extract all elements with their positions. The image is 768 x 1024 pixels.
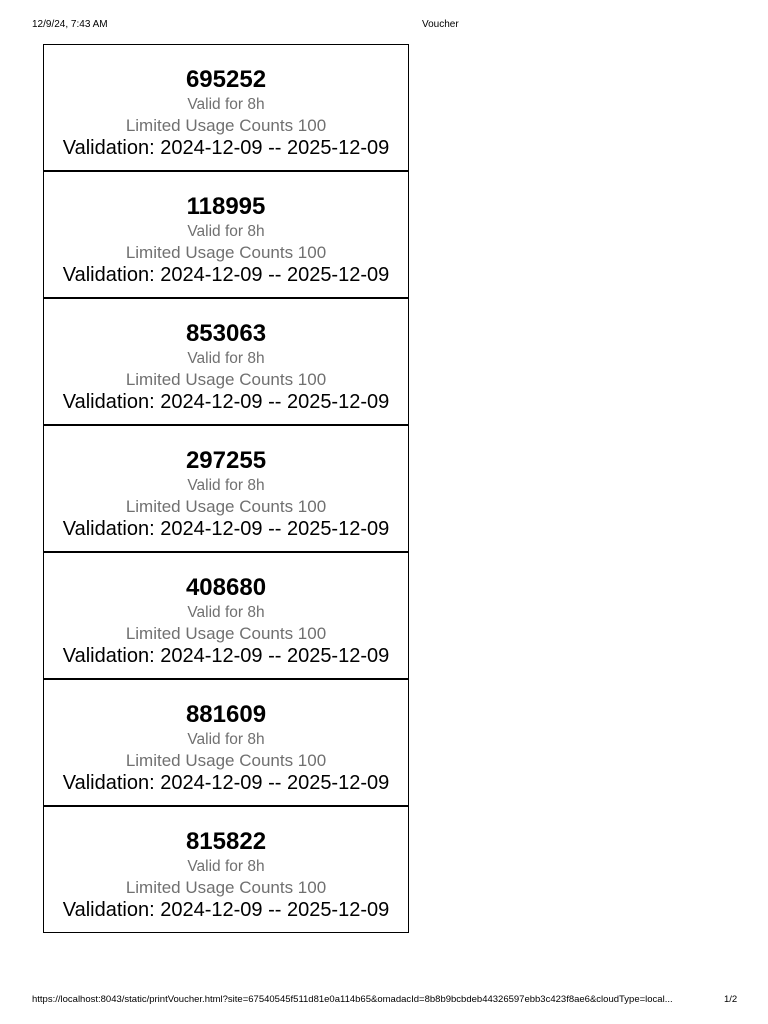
print-url: https://localhost:8043/static/printVoucher.html?site=67540545f511d81e0a114b65&omadacId=8b8b9bcbdeb44326597ebb3c423f8ae6&cloudType=local... [32, 994, 673, 1005]
page-number: 1/2 [724, 994, 738, 1005]
voucher-duration: Valid for 8h [187, 858, 265, 875]
voucher-code: 815822 [185, 828, 267, 855]
voucher-validation-period: Validation: 2024-12-09 -- 2025-12-09 [62, 391, 390, 413]
print-header [0, 19, 768, 33]
voucher-usage-limit: Limited Usage Counts 100 [125, 243, 327, 262]
print-page-title: Voucher [422, 19, 459, 30]
voucher-usage-limit: Limited Usage Counts 100 [125, 751, 327, 770]
voucher-validation-period: Validation: 2024-12-09 -- 2025-12-09 [62, 264, 390, 286]
voucher-card [44, 552, 408, 679]
voucher-usage-limit: Limited Usage Counts 100 [125, 878, 327, 897]
voucher-code: 881609 [185, 701, 267, 728]
voucher-validation-period: Validation: 2024-12-09 -- 2025-12-09 [62, 772, 390, 794]
voucher-validation-period: Validation: 2024-12-09 -- 2025-12-09 [62, 645, 390, 667]
voucher-card [44, 298, 408, 425]
voucher-card [44, 171, 408, 298]
voucher-validation-period: Validation: 2024-12-09 -- 2025-12-09 [62, 137, 390, 159]
voucher-card [44, 425, 408, 552]
voucher-duration: Valid for 8h [187, 604, 265, 621]
voucher-usage-limit: Limited Usage Counts 100 [125, 370, 327, 389]
voucher-card [44, 45, 408, 171]
voucher-code: 695252 [185, 66, 267, 93]
voucher-validation-period: Validation: 2024-12-09 -- 2025-12-09 [62, 899, 390, 921]
voucher-usage-limit: Limited Usage Counts 100 [125, 116, 327, 135]
voucher-card [44, 679, 408, 806]
voucher-duration: Valid for 8h [187, 223, 265, 240]
voucher-usage-limit: Limited Usage Counts 100 [125, 624, 327, 643]
print-footer [0, 994, 768, 1008]
voucher-duration: Valid for 8h [187, 477, 265, 494]
voucher-code: 297255 [185, 447, 267, 474]
voucher-list [43, 44, 409, 933]
voucher-code: 853063 [185, 320, 267, 347]
voucher-usage-limit: Limited Usage Counts 100 [125, 497, 327, 516]
voucher-duration: Valid for 8h [187, 350, 265, 367]
voucher-code: 118995 [186, 193, 266, 220]
voucher-duration: Valid for 8h [187, 731, 265, 748]
print-datetime: 12/9/24, 7:43 AM [32, 19, 108, 30]
voucher-code: 408680 [185, 574, 267, 601]
voucher-validation-period: Validation: 2024-12-09 -- 2025-12-09 [62, 518, 390, 540]
voucher-duration: Valid for 8h [187, 96, 265, 113]
voucher-card [44, 806, 408, 933]
